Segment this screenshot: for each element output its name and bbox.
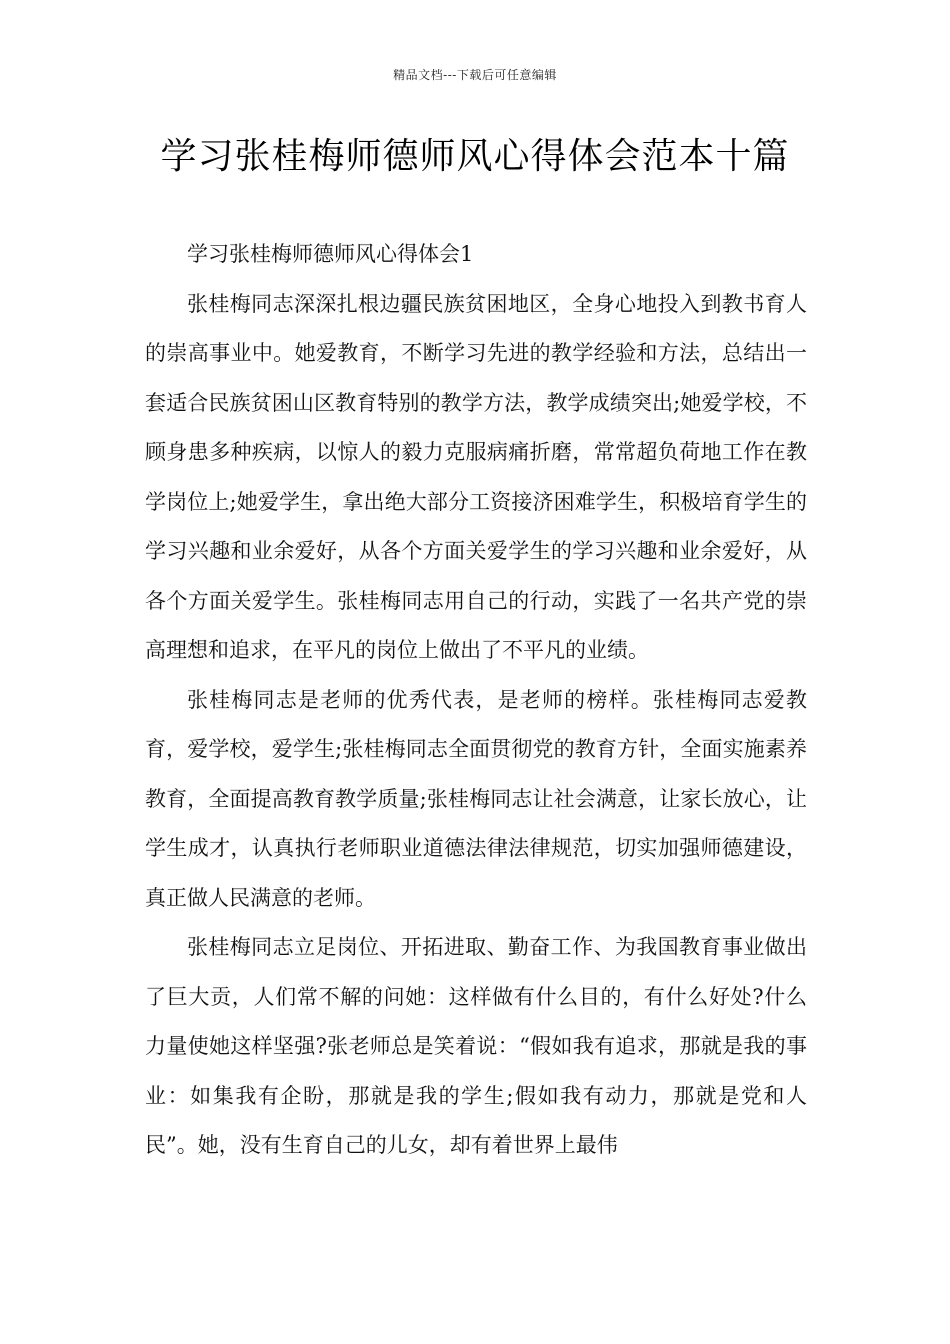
body-paragraph-3: 张桂梅同志立足岗位、开拓进取、勤奋工作、为我国教育事业做出了巨大贡，人们常不解的问她：这样做有什么目的，有什么好处?什么力量使她这样坚强?张老师总是笑着说：“假如我有追求，那就是我的事业：如集我有企盼，那就是我的学生;假如我有动力，那就是党和人民”。她，没有生育自己的儿女，却有着世界上最伟 [145,935,807,1157]
body-paragraph-2: 张桂梅同志是老师的优秀代表，是老师的榜样。张桂梅同志爱教育，爱学校，爱学生;张桂梅同志全面贯彻党的教育方针，全面实施素养教育，全面提高教育教学质量;张桂梅同志让社会满意，让家长放心，让学生成才，认真执行老师职业道德法律法律规范，切实加强师德建设，真正做人民满意的老师。 [145,687,807,910]
document-body [145,230,807,1171]
section-heading: 学习张桂梅师德师风心得体会1 [187,242,474,266]
document-title: 学习张桂梅师德师风心得体会范本十篇 [160,136,790,177]
header-note: 精品文档---下载后可任意编辑 [393,68,557,82]
body-paragraph-1: 张桂梅同志深深扎根边疆民族贫困地区，全身心地投入到教书育人的崇高事业中。她爱教育，不断学习先进的教学经验和方法，总结出一套适合民族贫困山区教育特别的教学方法，教学成绩突出;她爱学校，不顾身患多种疾病，以惊人的毅力克服病痛折磨，常常超负荷地工作在教学岗位上;她爱学生，拿出绝大部分工资接济困难学生，积极培育学生的学习兴趣和业余爱好，从各个方面关爱学生的学习兴趣和业余爱好，从各个方面关爱学生。张桂梅同志用自己的行动，实践了一名共产党的崇高理想和追求，在平凡的岗位上做出了不平凡的业绩。 [145,291,807,662]
